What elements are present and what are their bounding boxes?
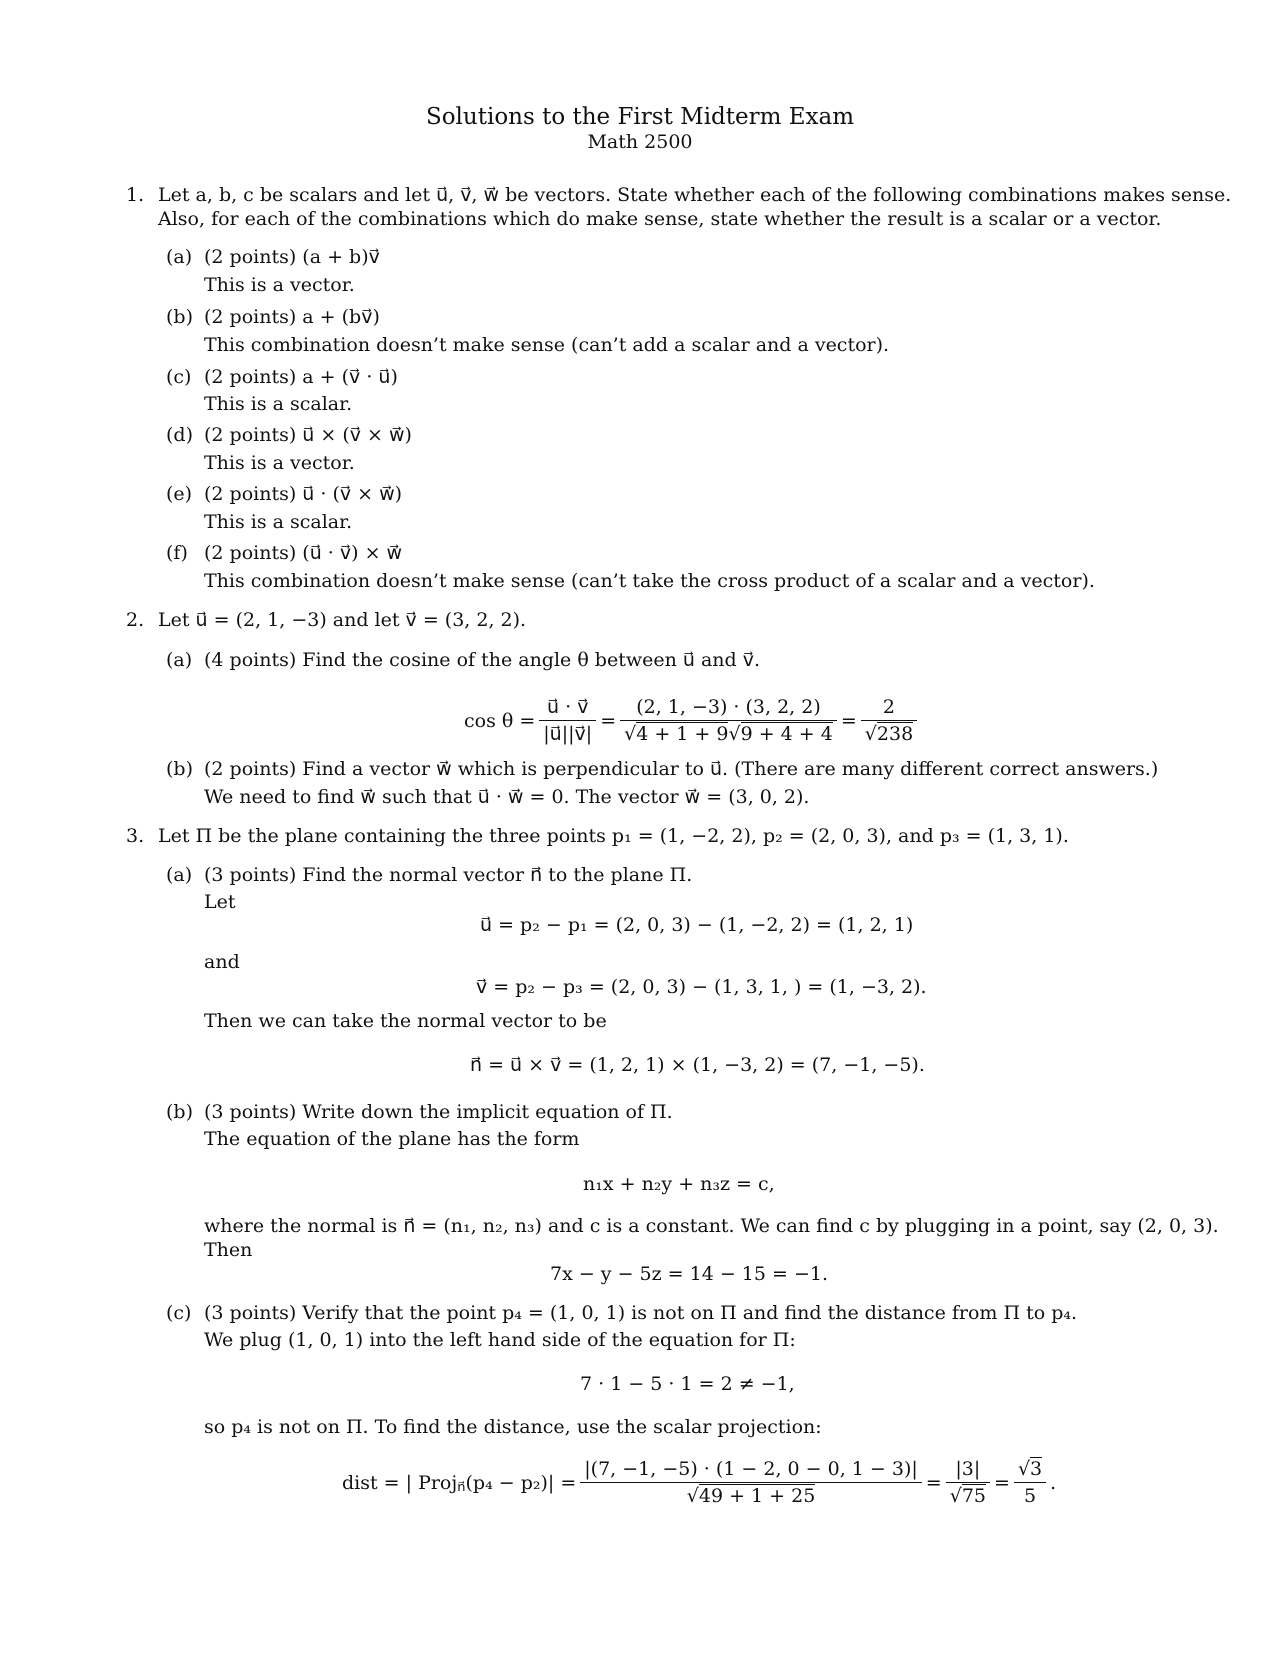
q3a-v-equation: v⃗ = p₂ − p₃ = (2, 0, 3) − (1, 3, 1, ) = (1, −3, 2). bbox=[476, 976, 927, 998]
q1-prompt-line1: Let a, b, c be scalars and let u⃗, v⃗, w⃗ be vectors. State whether each of the following combinations makes sense. bbox=[158, 184, 1232, 206]
q2b-label: (b) bbox=[166, 758, 193, 780]
cos-f2-den-b: 9 + 4 + 4 bbox=[740, 723, 833, 745]
q3b-c-equation: 7x − y − 5z = 14 − 15 = −1. bbox=[550, 1263, 829, 1285]
q3b-plane-equation: n₁x + n₂y + n₃z = c, bbox=[583, 1173, 775, 1195]
q3b-where: where the normal is n⃗ = (n₁, n₂, n₃) and c is a constant. We can find c by plugging in a point, say (2, 0, 3). bbox=[204, 1215, 1219, 1237]
dist-argument: (p₄ − p₂)| = bbox=[465, 1471, 577, 1494]
dist-fraction-2 bbox=[946, 1456, 990, 1509]
q3-prompt: Let Π be the plane containing the three points p₁ = (1, −2, 2), p₂ = (2, 0, 3), and p₃ = (1, 3, 1). bbox=[158, 825, 1069, 847]
dist-f3-num-value: 3 bbox=[1030, 1458, 1043, 1480]
cos-fraction-3 bbox=[861, 694, 917, 747]
cos-f3-den bbox=[861, 720, 917, 747]
cos-lhs: cos θ = bbox=[464, 709, 536, 732]
q1c-label: (c) bbox=[166, 366, 192, 388]
cos-f3-den-value: 238 bbox=[876, 723, 914, 745]
q3a-then: Then we can take the normal vector to be bbox=[204, 1010, 607, 1032]
distance-equation bbox=[342, 1456, 1056, 1509]
cos-fraction-1 bbox=[539, 694, 596, 747]
q1d-prompt: (2 points) u⃗ × (v⃗ × w⃗) bbox=[204, 424, 412, 446]
eq-sign: = bbox=[840, 709, 857, 732]
q3a-let: Let bbox=[204, 891, 236, 913]
q1c-answer: This is a scalar. bbox=[204, 393, 353, 415]
dist-fraction-3 bbox=[1014, 1456, 1046, 1509]
q3b-prompt: (3 points) Write down the implicit equation of Π. bbox=[204, 1101, 673, 1123]
q3c-prompt: (3 points) Verify that the point p₄ = (1, 0, 1) is not on Π and find the distance from Π to p₄. bbox=[204, 1302, 1078, 1324]
dist-f2-den-value: 75 bbox=[961, 1485, 987, 1507]
cos-f2-den bbox=[620, 720, 837, 747]
q3c-plug: We plug (1, 0, 1) into the left hand side of the equation for Π: bbox=[204, 1329, 796, 1351]
q1a-answer: This is a vector. bbox=[204, 274, 355, 296]
q2b-answer: We need to find w⃗ such that u⃗ · w⃗ = 0. The vector w⃗ = (3, 0, 2). bbox=[204, 786, 810, 808]
dist-f1-num: |(7, −1, −5) · (1 − 2, 0 − 0, 1 − 3)| bbox=[584, 1458, 918, 1480]
q2a-prompt: (4 points) Find the cosine of the angle θ between u⃗ and v⃗. bbox=[204, 649, 761, 671]
q3b-form: The equation of the plane has the form bbox=[204, 1128, 580, 1150]
eq-sign: = bbox=[600, 709, 617, 732]
q1b-prompt: (2 points) a + (bv⃗) bbox=[204, 306, 380, 328]
q1f-answer: This combination doesn’t make sense (can’t take the cross product of a scalar and a vector). bbox=[204, 570, 1095, 592]
dist-f1-den bbox=[580, 1482, 922, 1509]
q2b-prompt: (2 points) Find a vector w⃗ which is perpendicular to u⃗. (There are many different correct answers.) bbox=[204, 758, 1159, 780]
q1d-answer: This is a vector. bbox=[204, 452, 355, 474]
q1-prompt-line2: Also, for each of the combinations which do make sense, state whether the result is a scalar or a vector. bbox=[158, 208, 1162, 230]
q1-number: 1. bbox=[126, 184, 145, 206]
sqrt-symbol: √ bbox=[686, 1485, 699, 1507]
q1a-prompt: (2 points) (a + b)v⃗ bbox=[204, 246, 380, 268]
dist-period: . bbox=[1050, 1471, 1057, 1494]
q1e-label: (e) bbox=[166, 483, 193, 505]
dist-lhs: dist = | Proj bbox=[342, 1471, 458, 1494]
q2a-label: (a) bbox=[166, 649, 193, 671]
q1e-prompt: (2 points) u⃗ · (v⃗ × w⃗) bbox=[204, 483, 403, 505]
dist-f1-den-value: 49 + 1 + 25 bbox=[698, 1485, 816, 1507]
cos-f1-den: |u⃗||v⃗| bbox=[539, 720, 596, 747]
page-title: Solutions to the First Midterm Exam bbox=[425, 104, 855, 130]
q1d-label: (d) bbox=[166, 424, 193, 446]
q1f-label: (f) bbox=[166, 542, 188, 564]
dist-fraction-1 bbox=[580, 1456, 922, 1509]
q2-number: 2. bbox=[126, 609, 145, 631]
q1a-label: (a) bbox=[166, 246, 193, 268]
sqrt-symbol: √ bbox=[624, 723, 637, 745]
q1e-answer: This is a scalar. bbox=[204, 511, 353, 533]
cos-f2-num: (2, 1, −3) · (3, 2, 2) bbox=[636, 696, 821, 718]
q3a-prompt: (3 points) Find the normal vector n⃗ to the plane Π. bbox=[204, 864, 693, 886]
sqrt-symbol: √ bbox=[728, 723, 741, 745]
q3-number: 3. bbox=[126, 825, 145, 847]
cos-f2-den-a: 4 + 1 + 9 bbox=[636, 723, 729, 745]
q1c-prompt: (2 points) a + (v⃗ · u⃗) bbox=[204, 366, 398, 388]
sqrt-symbol: √ bbox=[949, 1485, 962, 1507]
sqrt-symbol: √ bbox=[864, 723, 877, 745]
q3a-label: (a) bbox=[166, 864, 193, 886]
q3c-label: (c) bbox=[166, 1302, 192, 1324]
dist-f3-num bbox=[1014, 1456, 1046, 1482]
sqrt-symbol: √ bbox=[1017, 1458, 1031, 1480]
eq-sign: = bbox=[925, 1471, 942, 1494]
q2-prompt: Let u⃗ = (2, 1, −3) and let v⃗ = (3, 2, 2). bbox=[158, 609, 527, 631]
q3a-and: and bbox=[204, 951, 240, 973]
dist-f3-den: 5 bbox=[1014, 1482, 1046, 1509]
q3a-n-equation: n⃗ = u⃗ × v⃗ = (1, 2, 1) × (1, −3, 2) = (7, −1, −5). bbox=[470, 1054, 925, 1076]
q3c-so: so p₄ is not on Π. To find the distance, use the scalar projection: bbox=[204, 1416, 822, 1438]
q1b-answer: This combination doesn’t make sense (can’t add a scalar and a vector). bbox=[204, 334, 890, 356]
eq-sign: = bbox=[994, 1471, 1010, 1494]
q3b-label: (b) bbox=[166, 1101, 193, 1123]
q1b-label: (b) bbox=[166, 306, 193, 328]
cos-fraction-2 bbox=[620, 694, 837, 747]
cos-f3-num: 2 bbox=[882, 696, 896, 718]
dist-subscript: n⃗ bbox=[457, 1480, 466, 1495]
page-subtitle: Math 2500 bbox=[587, 131, 693, 153]
dist-f2-num: |3| bbox=[955, 1458, 981, 1480]
q3c-check-equation: 7 · 1 − 5 · 1 = 2 ≠ −1, bbox=[580, 1373, 795, 1395]
q3a-u-equation: u⃗ = p₂ − p₁ = (2, 0, 3) − (1, −2, 2) = (1, 2, 1) bbox=[480, 914, 914, 936]
dist-f2-den bbox=[946, 1482, 990, 1509]
cosine-equation bbox=[464, 694, 921, 747]
q3b-then: Then bbox=[204, 1239, 253, 1261]
q1f-prompt: (2 points) (u⃗ · v⃗) × w⃗ bbox=[204, 542, 403, 564]
cos-f1-num: u⃗ · v⃗ bbox=[547, 696, 589, 718]
